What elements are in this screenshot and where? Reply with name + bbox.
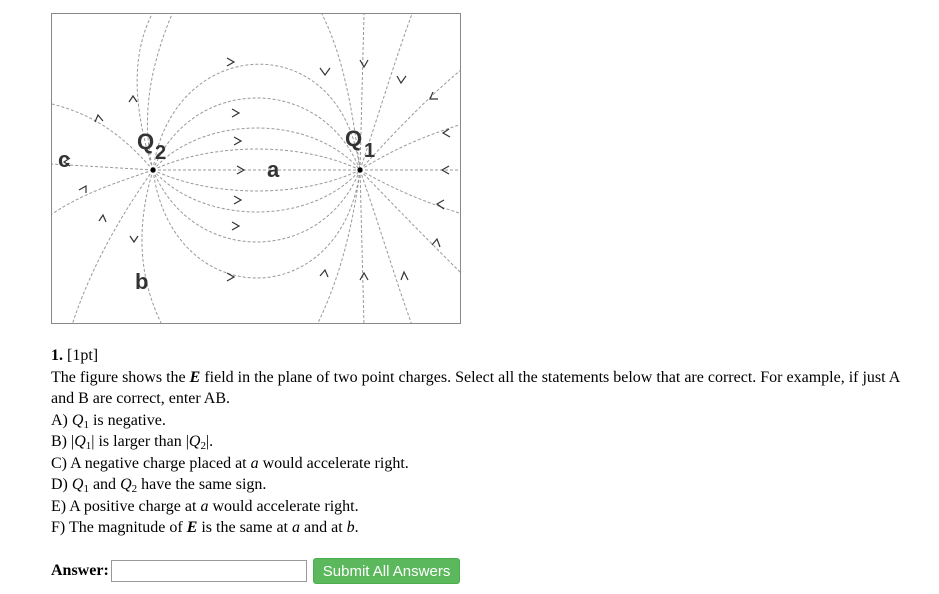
option-b-prefix: B) | <box>51 433 75 450</box>
option-f-b: b <box>346 519 355 536</box>
option-d <box>51 474 911 496</box>
option-d-rest: have the same sign. <box>137 476 267 493</box>
question-prompt <box>51 367 911 410</box>
option-d-q1: Q <box>71 476 84 493</box>
option-d-mid: and <box>88 476 121 493</box>
option-b-q1: Q <box>74 433 86 450</box>
option-c-a: a <box>250 454 259 472</box>
point-b-label: b <box>135 269 149 294</box>
prompt-e-symbol: E <box>189 368 201 386</box>
question-points: [1pt] <box>67 347 99 364</box>
option-a-rest: is negative. <box>88 411 166 429</box>
option-f-mid: is the same at <box>197 519 292 536</box>
option-b-q2: Q <box>188 433 201 450</box>
field-lines-diagram <box>52 14 461 324</box>
option-e-a: a <box>200 497 209 515</box>
option-a-q: Q <box>71 411 84 429</box>
option-e-rest: would accelerate right. <box>208 497 359 515</box>
prompt-text-2: field in the plane of two point charges. Select all the statements below that are correct. For example, if just A and B are correct, enter AB. <box>51 368 900 407</box>
option-c-rest: would accelerate right. <box>258 454 409 472</box>
q1-label: Q <box>345 126 363 151</box>
option-b <box>51 431 911 453</box>
option-b-sub2: 2 <box>200 440 206 452</box>
point-a-label: a <box>267 157 280 182</box>
option-b-sub1: 1 <box>85 440 92 452</box>
q2-label-sub: 2 <box>155 142 167 164</box>
option-d-sub1: 1 <box>83 483 89 495</box>
question-number: 1. <box>51 347 63 364</box>
option-b-mid: | is larger than | <box>91 433 189 450</box>
charge-q1-dot <box>358 168 363 173</box>
option-a <box>51 410 911 432</box>
q2-label: Q <box>137 129 155 154</box>
option-b-end: |. <box>205 433 214 450</box>
option-f-end: . <box>354 519 359 536</box>
option-e-prefix: E) A positive charge at <box>51 497 201 515</box>
option-f <box>51 517 911 539</box>
option-c-prefix: C) A negative charge placed at <box>51 454 251 472</box>
option-f-e-symbol: E <box>186 519 198 536</box>
question-block <box>51 345 911 539</box>
option-f-prefix: F) The magnitude of <box>51 519 187 536</box>
prompt-text-1: The figure shows the <box>51 368 190 386</box>
option-e <box>51 496 911 518</box>
option-a-sub: 1 <box>83 418 89 431</box>
option-c <box>51 453 911 475</box>
option-d-sub2: 2 <box>131 483 138 495</box>
q1-label-sub: 1 <box>364 140 376 162</box>
charge-q2-dot <box>151 168 156 173</box>
answer-row <box>51 558 460 584</box>
point-c-label: c <box>58 147 71 172</box>
answer-input[interactable] <box>111 560 307 582</box>
submit-all-answers-button[interactable]: Submit All Answers <box>313 558 461 584</box>
question-header <box>51 345 911 367</box>
answer-label: Answer: <box>51 562 109 579</box>
option-f-a: a <box>292 519 300 536</box>
option-f-and: and at <box>300 519 347 536</box>
option-a-prefix: A) <box>51 411 72 429</box>
option-d-q2: Q <box>120 476 132 493</box>
option-d-prefix: D) <box>51 476 72 493</box>
electric-field-figure <box>51 13 461 324</box>
